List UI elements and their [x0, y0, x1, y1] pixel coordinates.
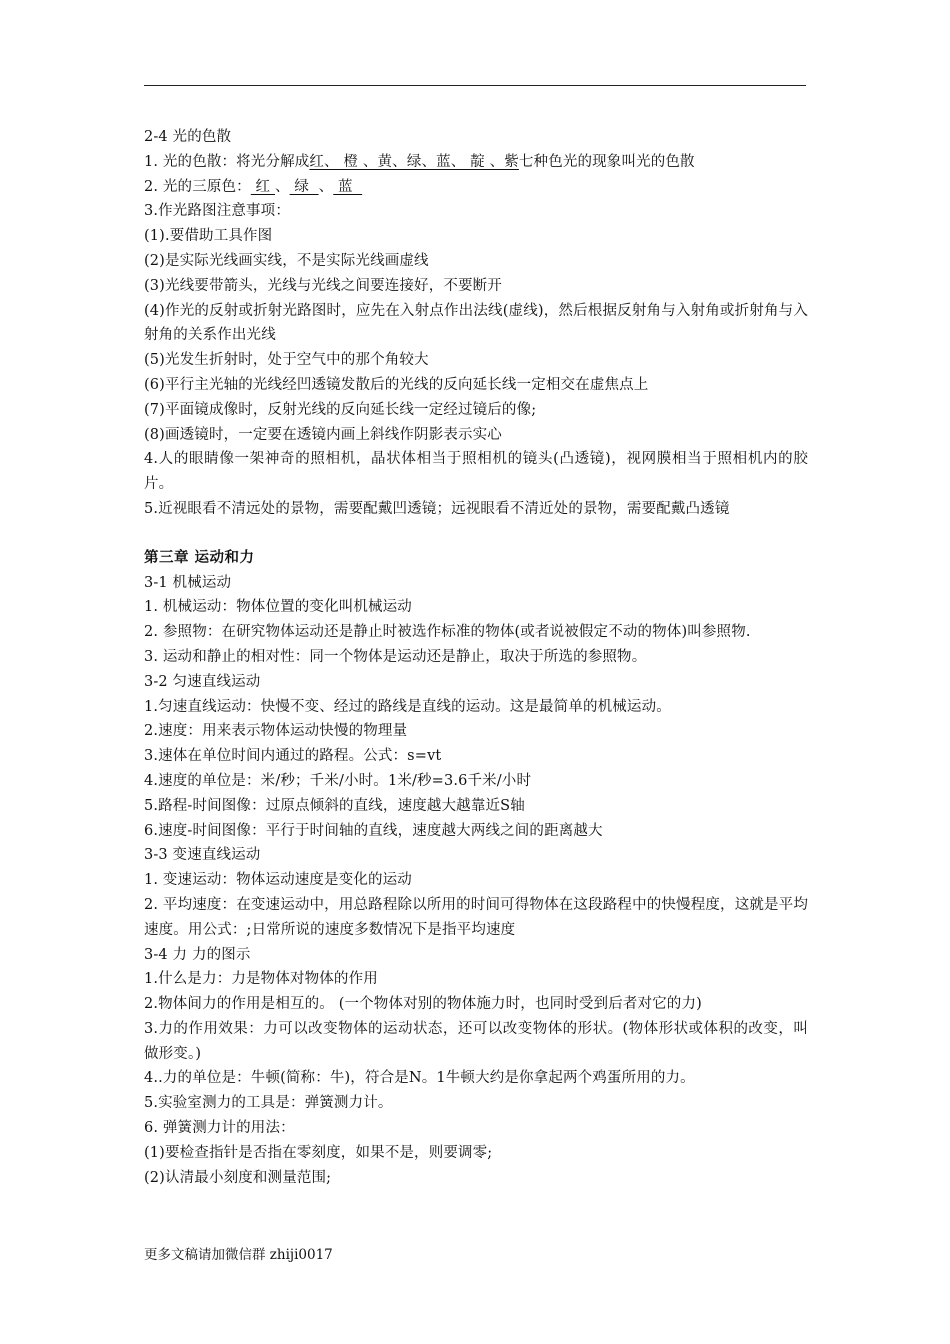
section-title: 3-4 力 力的图示 [144, 946, 251, 963]
text: 、 [318, 178, 334, 195]
paragraph-line: (2)是实际光线画实线，不是实际光线画虚线 [144, 252, 429, 269]
header-rule [144, 85, 806, 86]
underlined-text: 绿 [289, 178, 319, 195]
paragraph-line: (4)作光的反射或折射光路图时，应先在入射点作出法线(虚线)，然后根据反射角与入射角或折射角与入射角的关系作出光线 [144, 302, 808, 344]
paragraph-line: 3.作光路图注意事项： [144, 203, 290, 220]
paragraph-line: (3)光线要带箭头，光线与光线之间要连接好，不要断开 [144, 277, 502, 294]
paragraph-line: (2)认清最小刻度和测量范围; [144, 1169, 332, 1186]
paragraph-line: 3. 运动和静止的相对性：同一个物体是运动还是静止，取决于所选的参照物。 [144, 648, 647, 665]
paragraph-line: (8)画透镜时，一定要在透镜内画上斜线作阴影表示实心 [144, 426, 502, 443]
paragraph-line: 1. 变速运动：物体运动速度是变化的运动 [144, 872, 412, 889]
text: 、 [274, 178, 290, 195]
text: 2. 光的三原色： [144, 178, 251, 195]
paragraph-line: 2. 参照物：在研究物体运动还是静止时被选作标准的物体(或者说被假定不动的物体)叫参照物. [144, 624, 751, 641]
paragraph-line: 1.匀速直线运动：快慢不变、经过的路线是直线的运动。这是最简单的机械运动。 [144, 698, 671, 715]
underlined-text: 红 [250, 178, 275, 195]
document-body [144, 125, 808, 1190]
paragraph-line: 3.速体在单位时间内通过的路程。公式：s=vt [144, 748, 442, 765]
chapter-heading: 第三章 运动和力 [144, 549, 255, 566]
section-title: 3-1 机械运动 [144, 574, 232, 591]
text: 1. 光的色散：将光分解成 [144, 153, 310, 170]
paragraph-line: 5.实验室测力的工具是：弹簧测力计。 [144, 1095, 393, 1112]
paragraph-line: (7)平面镜成像时，反射光线的反向延长线一定经过镜后的像; [144, 401, 537, 418]
paragraph-line: 3.力的作用效果：力可以改变物体的运动状态，还可以改变物体的形状。(物体形状或体积的改变，叫做形变。) [144, 1020, 808, 1062]
section-title: 2-4 光的色散 [144, 129, 232, 145]
paragraph-line: 5.路程-时间图像：过原点倾斜的直线，速度越大越靠近S轴 [144, 797, 525, 814]
paragraph-line [144, 150, 808, 175]
paragraph-line: (1)要检查指针是否指在零刻度，如果不是，则要调零; [144, 1144, 493, 1161]
paragraph-line: 6. 弹簧测力计的用法： [144, 1120, 295, 1137]
text: 七种色光的现象叫光的色散 [518, 153, 695, 170]
underlined-text: 蓝 [333, 178, 363, 195]
paragraph-line: 1.什么是力：力是物体对物体的作用 [144, 971, 378, 988]
paragraph-line: 2.物体间力的作用是相互的。 (一个物体对别的物体施力时，也同时受到后者对它的力) [144, 996, 702, 1013]
paragraph-line: 1. 机械运动：物体位置的变化叫机械运动 [144, 599, 412, 616]
underlined-text: 红、 橙 、黄、绿、蓝、 靛 、紫 [309, 153, 519, 170]
paragraph-line: 6.速度-时间图像：平行于时间轴的直线，速度越大两线之间的距离越大 [144, 822, 603, 839]
paragraph-line: 4.人的眼睛像一架神奇的照相机，晶状体相当于照相机的镜头(凸透镜)，视网膜相当于照相机内的胶片。 [144, 451, 808, 493]
page-footer: 更多文稿请加微信群 zhiji0017 [144, 1247, 333, 1263]
paragraph-line: (5)光发生折射时，处于空气中的那个角较大 [144, 352, 429, 369]
paragraph-line [144, 175, 808, 200]
paragraph-line: 2.速度：用来表示物体运动快慢的物理量 [144, 723, 408, 740]
paragraph-line: 5.近视眼看不清远处的景物，需要配戴凹透镜；远视眼看不清近处的景物，需要配戴凸透镜 [144, 500, 730, 517]
section-title: 3-3 变速直线运动 [144, 847, 261, 864]
paragraph-line: (6)平行主光轴的光线经凹透镜发散后的光线的反向延长线一定相交在虚焦点上 [144, 376, 649, 393]
paragraph-line: 4.速度的单位是：米/秒；千米/小时。1米/秒=3.6千米/小时 [144, 772, 532, 789]
paragraph-line: (1).要借助工具作图 [144, 228, 273, 245]
paragraph-line: 2. 平均速度：在变速运动中，用总路程除以所用的时间可得物体在这段路程中的快慢程度，这就是平均速度。用公式：;日常所说的速度多数情况下是指平均速度 [144, 896, 808, 938]
paragraph-line: 4..力的单位是：牛顿(简称：牛)，符合是N。1牛顿大约是你拿起两个鸡蛋所用的力。 [144, 1070, 695, 1087]
section-title: 3-2 匀速直线运动 [144, 673, 261, 690]
